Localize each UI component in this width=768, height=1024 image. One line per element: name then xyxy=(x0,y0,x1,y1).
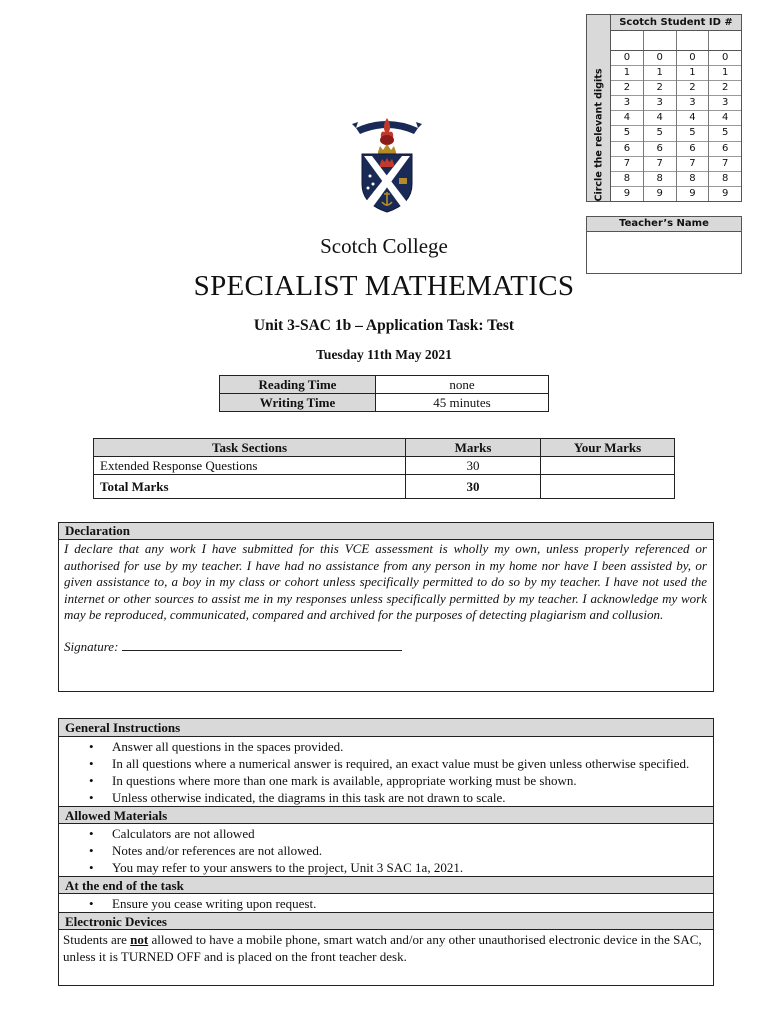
section-your-marks[interactable] xyxy=(541,457,675,475)
total-label: Total Marks xyxy=(94,475,406,499)
time-table xyxy=(219,375,549,412)
allowed-materials-title: Allowed Materials xyxy=(59,806,713,824)
signature-row xyxy=(59,624,713,655)
student-id-entry-cell[interactable] xyxy=(644,31,677,50)
student-id-header: Scotch Student ID # xyxy=(611,15,741,31)
student-id-digit[interactable]: 9 xyxy=(721,187,729,199)
end-of-task-list xyxy=(59,894,713,912)
student-id-digit[interactable]: 7 xyxy=(644,157,676,172)
general-instructions-title: General Instructions xyxy=(59,719,713,737)
student-id-digit[interactable]: 9 xyxy=(623,187,631,199)
header-task-sections: Task Sections xyxy=(94,439,406,457)
list-item: • Answer all questions in the spaces provided. xyxy=(59,738,713,755)
student-id-digit[interactable]: 8 xyxy=(611,172,643,187)
student-id-digit[interactable]: 5 xyxy=(677,126,709,141)
writing-time-label: Writing Time xyxy=(220,394,376,412)
student-id-digit-column xyxy=(709,51,741,201)
student-id-digit[interactable]: 2 xyxy=(611,81,643,96)
reading-time-label: Reading Time xyxy=(220,376,376,394)
student-id-digit[interactable]: 7 xyxy=(677,157,709,172)
student-id-digit[interactable]: 2 xyxy=(677,81,709,96)
student-id-grid xyxy=(586,14,742,202)
student-id-digit[interactable]: 7 xyxy=(709,157,741,172)
student-id-digit[interactable]: 8 xyxy=(677,172,709,187)
allowed-materials-list xyxy=(59,824,713,876)
list-item: • In questions where more than one mark is available, appropriate working must be shown. xyxy=(59,772,713,789)
total-your-marks[interactable] xyxy=(541,475,675,499)
student-id-digit-column xyxy=(644,51,677,201)
student-id-digit-column xyxy=(611,51,644,201)
electronic-devices-text xyxy=(59,930,713,965)
student-id-digit[interactable]: 1 xyxy=(611,66,643,81)
declaration-title: Declaration xyxy=(59,523,713,540)
student-id-digit[interactable]: 2 xyxy=(709,81,741,96)
student-id-digit[interactable]: 0 xyxy=(677,51,709,66)
student-id-entry-cell[interactable] xyxy=(709,31,741,50)
student-id-digit[interactable]: 6 xyxy=(709,142,741,157)
electronic-text-emphasis: not xyxy=(130,932,149,947)
college-name: Scotch College xyxy=(320,234,448,258)
student-id-digit[interactable]: 9 xyxy=(689,187,696,199)
student-id-digit[interactable]: 1 xyxy=(644,66,676,81)
header-marks: Marks xyxy=(406,439,541,457)
electronic-devices-title: Electronic Devices xyxy=(59,912,713,930)
writing-time-row xyxy=(220,394,549,412)
student-id-digit[interactable]: 6 xyxy=(644,142,676,157)
list-item: • Calculators are not allowed xyxy=(59,825,713,842)
student-id-digit[interactable]: 4 xyxy=(611,111,643,126)
student-id-digit[interactable]: 4 xyxy=(677,111,709,126)
student-id-digit[interactable]: 0 xyxy=(709,51,741,66)
reading-time-value: none xyxy=(376,376,549,394)
student-id-digit[interactable]: 5 xyxy=(644,126,676,141)
header-your-marks: Your Marks xyxy=(541,439,675,457)
list-item: • Ensure you cease writing upon request. xyxy=(59,895,713,912)
student-id-digit-columns xyxy=(611,51,741,201)
general-instructions-list xyxy=(59,737,713,806)
section-name: Extended Response Questions xyxy=(94,457,406,475)
student-id-digit[interactable]: 2 xyxy=(644,81,676,96)
signature-field[interactable] xyxy=(122,639,402,651)
task-title: Unit 3-SAC 1b – Application Task: Test xyxy=(253,317,515,334)
end-of-task-title: At the end of the task xyxy=(59,876,713,894)
student-id-digit[interactable]: 1 xyxy=(709,66,741,81)
student-id-digit[interactable]: 6 xyxy=(611,142,643,157)
student-id-digit[interactable]: 8 xyxy=(709,172,741,187)
instructions-box xyxy=(58,718,714,986)
list-item: • In all questions where a numerical answer is required, an exact value must be given unless otherwise specified. xyxy=(59,755,713,772)
student-id-digit[interactable]: 4 xyxy=(709,111,741,126)
student-id-entry-row[interactable] xyxy=(611,31,741,51)
student-id-digit[interactable]: 3 xyxy=(644,96,676,111)
list-item: • Notes and/or references are not allowed. xyxy=(59,842,713,859)
list-item: • Unless otherwise indicated, the diagrams in this task are not drawn to scale. xyxy=(59,789,713,806)
student-id-digit[interactable]: 8 xyxy=(644,172,676,187)
marks-table xyxy=(93,438,675,499)
student-id-digit[interactable]: 1 xyxy=(677,66,709,81)
teacher-name-header: Teacher’s Name xyxy=(587,217,741,232)
total-marks: 30 xyxy=(406,475,541,499)
student-id-digit[interactable]: 3 xyxy=(677,96,709,111)
marks-table-header-row xyxy=(94,439,675,457)
student-id-digit-column xyxy=(677,51,710,201)
student-id-side-text: Circle the relevant digits xyxy=(593,68,605,202)
student-id-digit[interactable]: 0 xyxy=(611,51,643,66)
declaration-text: I declare that any work I have submitted for this VCE assessment is wholly my own, unless properly referenced or authorised for use by my teacher. I have had no assistance from any person in my home nor have I been assisted by, or given assistance to, a boy in my class or cohort unless specifically permitted to do so by my teacher. I have not used the internet or other sources to assist me in my responses unless specifically permitted by my teacher. I acknowledge my work may be reproduced, communicated, compared and archived for the purposes of detecting plagiarism and collusion. xyxy=(64,541,707,622)
task-date: Tuesday 11th May 2021 xyxy=(316,347,452,362)
writing-time-value: 45 minutes xyxy=(376,394,549,412)
student-id-entry-cell[interactable] xyxy=(677,31,710,50)
reading-time-row xyxy=(220,376,549,394)
total-row xyxy=(94,475,675,499)
signature-label: Signature: xyxy=(64,638,119,654)
electronic-text-end: allowed to have a mobile phone, smart watch and/or any other unauthorised electronic device in the SAC, unless it is TURNED OFF and is placed on the front teacher desk. xyxy=(63,932,702,964)
student-id-digit[interactable]: 6 xyxy=(677,142,709,157)
student-id-digit[interactable]: 4 xyxy=(644,111,676,126)
electronic-text-start: Students are xyxy=(63,932,131,947)
table-row xyxy=(94,457,675,475)
student-id-side-label xyxy=(587,15,611,201)
student-id-digit[interactable]: 5 xyxy=(709,126,741,141)
declaration-box xyxy=(58,522,714,692)
section-marks: 30 xyxy=(406,457,541,475)
student-id-digit[interactable]: 3 xyxy=(611,96,643,111)
student-id-entry-cell[interactable] xyxy=(611,31,644,50)
college-crest-logo xyxy=(352,108,422,216)
student-id-digit[interactable]: 7 xyxy=(611,157,643,172)
student-id-digit[interactable]: 0 xyxy=(644,51,676,66)
list-item: • You may refer to your answers to the project, Unit 3 SAC 1a, 2021. xyxy=(59,859,713,876)
subject-title: SPECIALIST MATHEMATICS xyxy=(193,270,575,302)
student-id-digit[interactable]: 9 xyxy=(656,187,663,199)
student-id-digit[interactable]: 5 xyxy=(611,126,643,141)
student-id-digit[interactable]: 3 xyxy=(709,96,741,111)
